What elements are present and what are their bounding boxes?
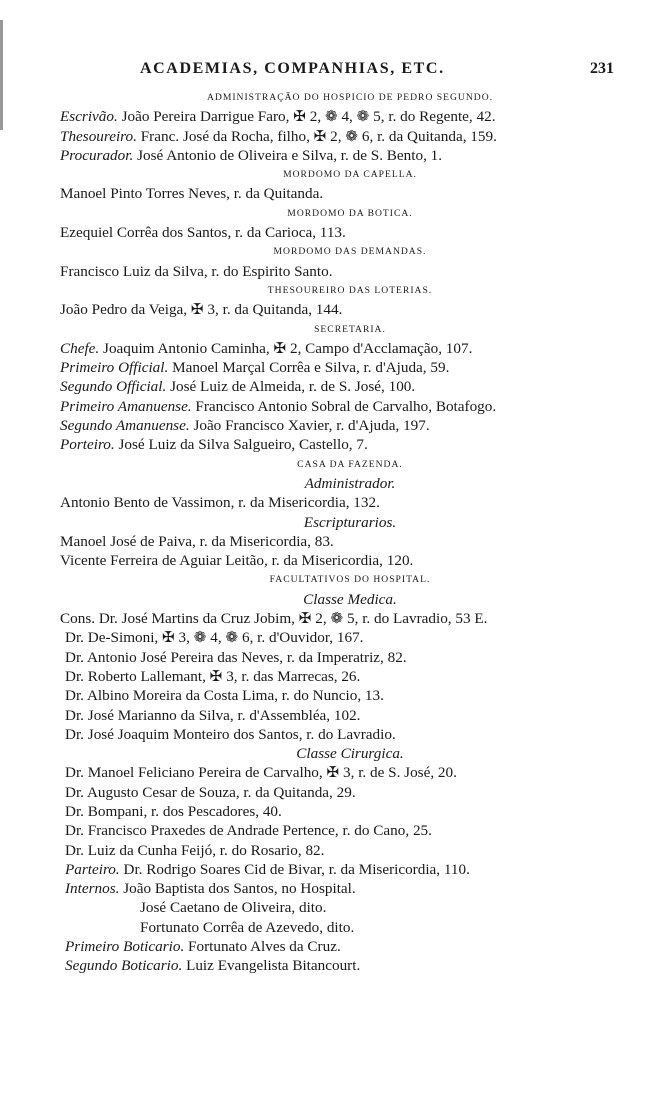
- entry-role: Porteiro.: [60, 436, 115, 454]
- entry-text: Dr. José Marianno da Silva, r. d'Assembléa, 102.: [65, 706, 361, 724]
- entry-line: [60, 397, 640, 416]
- entry-role: Primeiro Boticario.: [65, 938, 185, 956]
- entry-line: [60, 686, 640, 705]
- entry-line: [60, 937, 640, 956]
- entry-text: Manoel Marçal Corrêa e Silva, r. d'Ajuda, 59.: [168, 359, 450, 377]
- entry-line: [60, 841, 640, 860]
- entry-text: Franc. José da Rocha, filho, ✠ 2, ❁ 6, r. da Quitanda, 159.: [136, 127, 497, 145]
- entry-line: [60, 223, 640, 242]
- entry-line: [60, 725, 640, 744]
- entry-line: [60, 377, 640, 396]
- entry-text: Dr. Rodrigo Soares Cid de Bivar, r. da Misericordia, 110.: [119, 860, 470, 878]
- entry-text: Joaquim Antonio Caminha, ✠ 2, Campo d'Acclamação, 107.: [99, 339, 473, 357]
- entry-text: Dr. Francisco Praxedes de Andrade Pertence, r. do Cano, 25.: [65, 822, 432, 840]
- entry-line: [60, 918, 640, 937]
- entry-text: Dr. Roberto Lallemant, ✠ 3, r. das Marrecas, 26.: [65, 667, 361, 685]
- entry-line: [60, 860, 640, 879]
- entry-line: [60, 262, 640, 281]
- entry-line: [60, 628, 640, 647]
- entry-line: [60, 532, 640, 551]
- entry-text: José Luiz de Almeida, r. de S. José, 100.: [166, 378, 416, 396]
- entry-line: [60, 358, 640, 377]
- entry-line: [60, 551, 640, 570]
- subheading: Administrador.: [304, 474, 396, 492]
- section-heading: THESOUREIRO DAS LOTERIAS.: [267, 284, 433, 296]
- entry-text: José Caetano de Oliveira, dito.: [140, 899, 327, 917]
- entry-role: Escrivão.: [60, 108, 118, 126]
- entry-line: [60, 107, 640, 126]
- entry-text: Antonio Bento de Vassimon, r. da Misericordia, 132.: [60, 494, 380, 512]
- entry-line: [60, 783, 640, 802]
- entry-text: Francisco Antonio Sobral de Carvalho, Botafogo.: [191, 397, 497, 415]
- entry-text: João Pereira Darrigue Faro, ✠ 2, ❁ 4, ❁ 5, r. do Regente, 42.: [117, 108, 496, 126]
- entry-line: [60, 146, 640, 165]
- section-heading: FACULTATIVOS DO HOSPITAL.: [269, 574, 431, 586]
- section-heading: SECRETARIA.: [314, 323, 386, 335]
- entry-role: Primeiro Official.: [60, 359, 169, 377]
- subheading: Escripturarios.: [303, 513, 397, 531]
- subheading: Classe Cirurgica.: [296, 745, 404, 763]
- entry-line: [60, 609, 640, 628]
- subheading: Classe Medica.: [303, 590, 397, 608]
- entry-line: [60, 184, 640, 203]
- section-heading: CASA DA FAZENDA.: [297, 458, 403, 470]
- section-heading: MORDOMO DA BOTICA.: [287, 207, 413, 219]
- entry-text: João Pedro da Veiga, ✠ 3, r. da Quitanda, 144.: [60, 301, 343, 319]
- entry-text: Francisco Luiz da Silva, r. do Espirito Santo.: [60, 262, 333, 280]
- entry-text: Ezequiel Corrêa dos Santos, r. da Carioca, 113.: [60, 224, 346, 242]
- entry-text: João Baptista dos Santos, no Hospital.: [119, 880, 356, 898]
- entry-role: Chefe.: [60, 339, 100, 357]
- entry-line: [60, 435, 640, 454]
- entry-line: [60, 339, 640, 358]
- page-number: 231: [590, 60, 614, 77]
- entry-text: Dr. Bompani, r. dos Pescadores, 40.: [65, 802, 282, 820]
- section-heading: ADMINISTRAÇÃO DO HOSPICIO DE PEDRO SEGUNDO.: [206, 92, 494, 103]
- entry-line: [60, 667, 640, 686]
- entry-role: Segundo Official.: [60, 378, 167, 396]
- entry-line: [60, 493, 640, 512]
- entry-text: José Antonio de Oliveira e Silva, r. de S. Bento, 1.: [133, 146, 443, 164]
- entry-text: Fortunato Corrêa de Azevedo, dito.: [140, 918, 355, 936]
- entry-text: Dr. Albino Moreira da Costa Lima, r. do Nuncio, 13.: [65, 687, 384, 705]
- entry-text: Dr. José Joaquim Monteiro dos Santos, r. do Lavradio.: [65, 725, 396, 743]
- entry-role: Primeiro Amanuense.: [60, 397, 192, 415]
- entry-text: Luiz Evangelista Bitancourt.: [182, 957, 361, 975]
- entry-text: Manoel Pinto Torres Neves, r. da Quitanda.: [60, 185, 324, 203]
- running-header: [0, 60, 672, 82]
- entry-text: Dr. Luiz da Cunha Feijó, r. do Rosario, 82.: [65, 841, 325, 859]
- directory-body: [60, 88, 640, 976]
- entry-text: Dr. Manoel Feliciano Pereira de Carvalho, ✠ 3, r. de S. José, 20.: [65, 764, 457, 782]
- entry-line: [60, 706, 640, 725]
- entry-text: Fortunato Alves da Cruz.: [184, 938, 341, 956]
- entry-text: Dr. Augusto Cesar de Souza, r. da Quitanda, 29.: [65, 783, 356, 801]
- entry-line: [60, 127, 640, 146]
- entry-role: Parteiro.: [65, 860, 120, 878]
- section-heading: MORDOMO DA CAPELLA.: [283, 169, 417, 181]
- running-title: ACADEMIAS, COMPANHIAS, ETC.: [140, 60, 445, 77]
- entry-text: Dr. Antonio José Pereira das Neves, r. da Imperatriz, 82.: [65, 648, 407, 666]
- entry-line: [60, 879, 640, 898]
- entry-line: [60, 956, 640, 975]
- entry-line: [60, 416, 640, 435]
- entry-line: [60, 648, 640, 667]
- entry-text: José Luiz da Silva Salgueiro, Castello, 7.: [114, 436, 368, 454]
- entry-role: Thesoureiro.: [60, 127, 137, 145]
- entry-role: Segundo Amanuense.: [60, 417, 190, 435]
- entry-text: Dr. De-Simoni, ✠ 3, ❁ 4, ❁ 6, r. d'Ouvidor, 167.: [65, 629, 364, 647]
- entry-line: [60, 821, 640, 840]
- section-heading: MORDOMO DAS DEMANDAS.: [273, 246, 427, 258]
- entry-line: [60, 763, 640, 782]
- entry-line: [60, 802, 640, 821]
- entry-role: Procurador.: [60, 146, 134, 164]
- entry-role: Segundo Boticario.: [65, 957, 183, 975]
- entry-text: Cons. Dr. José Martins da Cruz Jobim, ✠ 2, ❁ 5, r. do Lavradio, 53 E.: [60, 610, 488, 628]
- entry-text: Manoel José de Paiva, r. da Misericordia, 83.: [60, 532, 334, 550]
- entry-line: [60, 300, 640, 319]
- entry-text: João Francisco Xavier, r. d'Ajuda, 197.: [189, 417, 430, 435]
- entry-role: Internos.: [65, 880, 120, 898]
- entry-text: Vicente Ferreira de Aguiar Leitão, r. da Misericordia, 120.: [60, 552, 414, 570]
- entry-line: [60, 898, 640, 917]
